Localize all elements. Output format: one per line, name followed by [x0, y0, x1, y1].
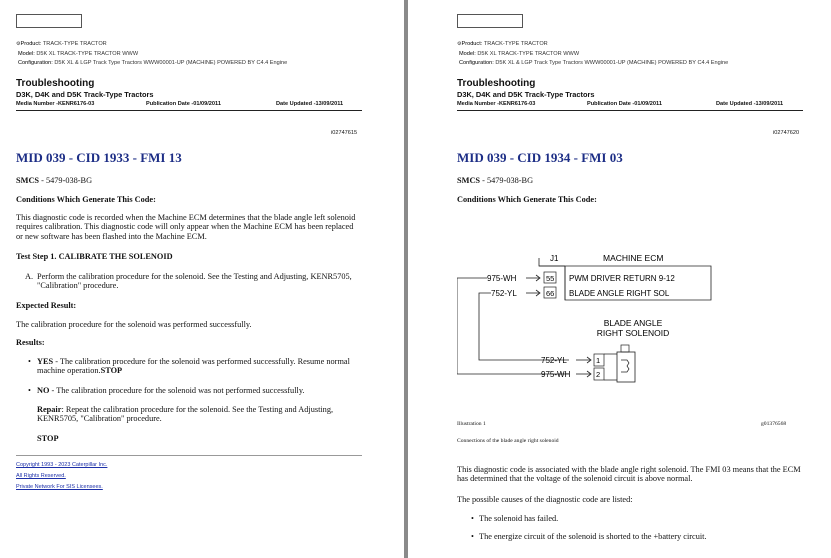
footer-rule	[16, 455, 362, 456]
publication-date: Publication Date -01/09/2011	[587, 101, 662, 107]
sol-wire-975wh: 975-WH	[541, 370, 571, 379]
left-document-page	[0, 0, 404, 558]
conditions-heading: Conditions Which Generate This Code:	[457, 195, 597, 204]
private-network-link[interactable]: Private Network For SIS Licensees.	[16, 484, 103, 490]
causes-intro: The possible causes of the diagnostic code are listed:	[457, 495, 633, 504]
product-line: ⚙Product: TRACK-TYPE TRACTOR	[457, 41, 548, 47]
product-line: ⚙Product: TRACK-TYPE TRACTOR	[16, 41, 107, 47]
test-step-heading: Test Step 1. CALIBRATE THE SOLENOID	[16, 252, 173, 261]
coil-icon	[621, 360, 629, 372]
conditions-text: This diagnostic code is recorded when the Machine ECM determines that the blade angle left solenoid requires calibration. This diagnostic code will only appear when the Machine ECM has been replaced or new software has been flashed into the Machine ECM.	[16, 213, 356, 241]
header-rule	[16, 110, 362, 111]
cause-item: The energize circuit of the solenoid is shorted to the +battery circuit.	[479, 532, 707, 541]
smcs-line: SMCS - 5479-038-BG	[16, 176, 93, 185]
illustration-label: Illustration 1	[457, 421, 486, 427]
step-a-letter: A.	[25, 272, 34, 281]
results-heading: Results:	[16, 338, 45, 347]
header-rule	[457, 110, 803, 111]
document-id: i02747615	[331, 130, 358, 136]
header-blank-box	[16, 14, 82, 28]
copyright-link[interactable]: Copyright 1993 - 2023 Caterpillar Inc.	[16, 462, 108, 468]
solenoid-line2-label: RIGHT SOLENOID	[596, 328, 670, 338]
connector-j1-label: J1	[550, 254, 559, 263]
media-number: Media Number -KENR6176-03	[16, 101, 95, 107]
wire-752yl-path	[479, 293, 569, 360]
result-yes: YES - The calibration procedure for the solenoid was performed successfully. Resume normal machine operation.STOP	[37, 357, 350, 376]
repair-instruction: Repair: Repeat the calibration procedure for the solenoid. See the Testing and Adjusting, KENR5705, "Calibration" procedure.	[37, 405, 334, 424]
wire-label-975wh: 975-WH	[487, 274, 517, 283]
sol-pin-1: 1	[596, 356, 601, 365]
wire-label-752yl: 752-YL	[491, 289, 517, 298]
ecm-line2-label: BLADE ANGLE RIGHT SOL	[569, 289, 670, 298]
model-line: Model: D5K XL TRACK-TYPE TRACTOR WWW	[18, 51, 139, 57]
page-title: MID 039 - CID 1933 - FMI 13	[16, 150, 182, 165]
conditions-heading: Conditions Which Generate This Code:	[16, 195, 156, 204]
solenoid-body	[617, 352, 635, 382]
bullet: •	[471, 532, 474, 541]
document-subtitle: D3K, D4K and D5K Track-Type Tractors	[16, 90, 154, 99]
smcs-line: SMCS - 5479-038-BG	[457, 176, 534, 185]
gear-icon: ⚙	[457, 41, 462, 47]
wiring-diagram	[457, 244, 717, 384]
illustration-caption: Connections of the blade angle right solenoid	[457, 438, 559, 444]
result-no: NO - The calibration procedure for the solenoid was not performed successfully.	[37, 386, 305, 395]
configuration-line: Configuration: D5K XL & LGP Track Type Tractors WWW00001-UP (MACHINE) POWERED BY C4.4 Engine	[18, 60, 288, 66]
description-paragraph: This diagnostic code is associated with the blade angle right solenoid. The FMI 03 means that the ECM has determined that the voltage of the solenoid circuit is above normal.	[457, 465, 801, 484]
illustration-id: g01376568	[761, 421, 787, 427]
right-document-page	[413, 0, 831, 558]
cause-item: The solenoid has failed.	[479, 514, 559, 523]
rights-link[interactable]: All Rights Reserved.	[16, 473, 66, 479]
bullet: •	[471, 514, 474, 523]
document-id: i02747620	[773, 130, 800, 136]
step-a-text: Perform the calibration procedure for the solenoid. See the Testing and Adjusting, KENR5705, "Calibration" procedure.	[37, 272, 352, 291]
configuration-line: Configuration: D5K XL & LGP Track Type Tractors WWW00001-UP (MACHINE) POWERED BY C4.4 Engine	[459, 60, 729, 66]
model-line: Model: D5K XL TRACK-TYPE TRACTOR WWW	[459, 51, 580, 57]
gear-icon: ⚙	[16, 41, 21, 47]
stop-label: STOP	[37, 434, 59, 443]
section-title: Troubleshooting	[457, 78, 536, 89]
expected-result-text: The calibration procedure for the solenoid was performed successfully.	[16, 320, 252, 329]
document-subtitle: D3K, D4K and D5K Track-Type Tractors	[457, 90, 595, 99]
sol-pin-2: 2	[596, 370, 601, 379]
machine-ecm-label: MACHINE ECM	[603, 253, 664, 263]
page-title: MID 039 - CID 1934 - FMI 03	[457, 150, 623, 165]
publication-date: Publication Date -01/09/2011	[146, 101, 221, 107]
solenoid-line1-label: BLADE ANGLE	[603, 318, 663, 328]
expected-result-heading: Expected Result:	[16, 301, 77, 310]
media-number: Media Number -KENR6176-03	[457, 101, 536, 107]
bullet-no: •	[28, 386, 31, 395]
pin-55-label: 55	[546, 274, 555, 283]
date-updated: Date Updated -13/09/2011	[276, 101, 344, 107]
pin-66-label: 66	[546, 289, 555, 298]
sol-wire-752yl: 752-YL	[541, 356, 567, 365]
date-updated: Date Updated -13/09/2011	[716, 101, 784, 107]
bullet-yes: •	[28, 357, 31, 366]
ecm-line1-label: PWM DRIVER RETURN 9-12	[569, 274, 675, 283]
header-blank-box	[457, 14, 523, 28]
section-title: Troubleshooting	[16, 78, 95, 89]
